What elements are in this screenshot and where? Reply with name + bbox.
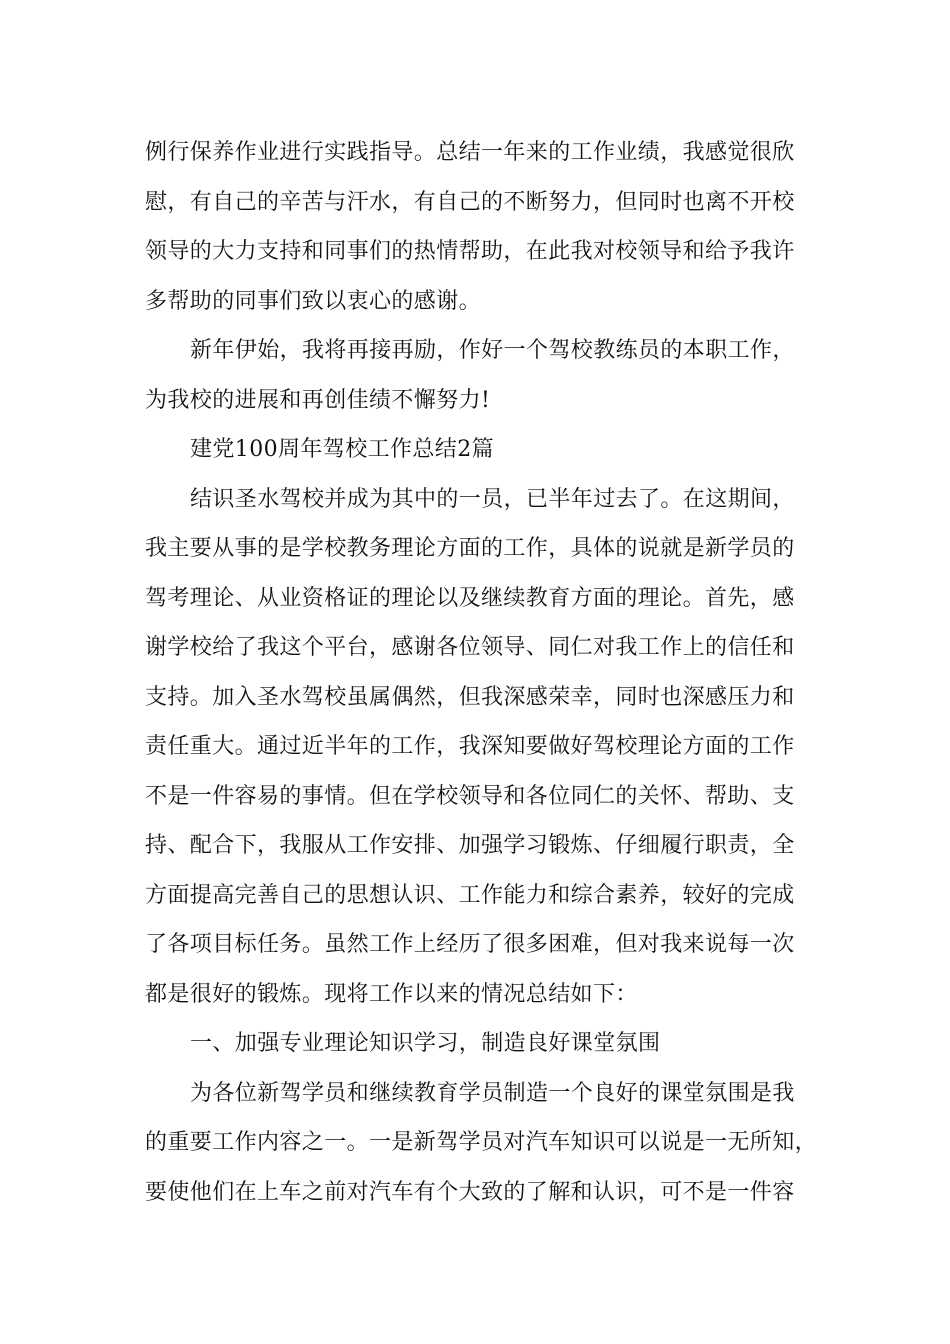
text-line: 的重要工作内容之一。一是新驾学员对汽车知识可以说是一无所知， (145, 1130, 818, 1155)
text-line: 例行保养作业进行实践指导。总结一年来的工作业绩，我感觉很欣 (145, 140, 795, 165)
text-line: 不是一件容易的事情。但在学校领导和各位同仁的关怀、帮助、支 (145, 783, 795, 809)
text-line: 了各项目标任务。虽然工作上经历了很多困难，但对我来说每一次 (145, 932, 795, 957)
paragraph-start-line: 为各位新驾学员和继续教育学员制造一个良好的课堂氛围是我 (190, 1080, 795, 1106)
text-line: 慰，有自己的辛苦与汗水，有自己的不断努力，但同时也离不开校 (145, 189, 795, 215)
text-line: 责任重大。通过近半年的工作，我深知要做好驾校理论方面的工作 (145, 734, 795, 759)
text-line: 方面提高完善自己的思想认识、工作能力和综合素养，较好的完成 (145, 882, 795, 908)
paragraph-start-line: 新年伊始，我将再接再励，作好一个驾校教练员的本职工作， (190, 338, 795, 363)
text-line: 要使他们在上车之前对汽车有个大致的了解和认识，可不是一件容 (145, 1179, 795, 1205)
text-line: 我主要从事的是学校教务理论方面的工作，具体的说就是新学员的 (145, 536, 795, 561)
text-line: 多帮助的同事们致以衷心的感谢。 (145, 288, 482, 314)
paragraph-start-line: 结识圣水驾校并成为其中的一员，已半年过去了。在这期间， (190, 486, 795, 512)
text-line: 领导的大力支持和同事们的热情帮助，在此我对校领导和给予我许 (145, 239, 795, 264)
section-title: 建党100周年驾校工作总结2篇 (190, 437, 494, 462)
text-line: 为我校的进展和再创佳绩不懈努力! (145, 387, 491, 413)
text-line: 支持。加入圣水驾校虽属偶然，但我深感荣幸，同时也深感压力和 (145, 684, 795, 710)
section-heading: 一、加强专业理论知识学习，制造良好课堂氛围 (190, 1031, 661, 1056)
text-line: 驾考理论、从业资格证的理论以及继续教育方面的理论。首先，感 (145, 585, 795, 611)
text-line: 谢学校给了我这个平台，感谢各位领导、同仁对我工作上的信任和 (145, 635, 795, 660)
text-line: 持、配合下，我服从工作安排、加强学习锻炼、仔细履行职责，全 (145, 833, 795, 858)
text-line: 都是很好的锻炼。现将工作以来的情况总结如下： (145, 981, 638, 1007)
document-body (145, 128, 825, 1217)
